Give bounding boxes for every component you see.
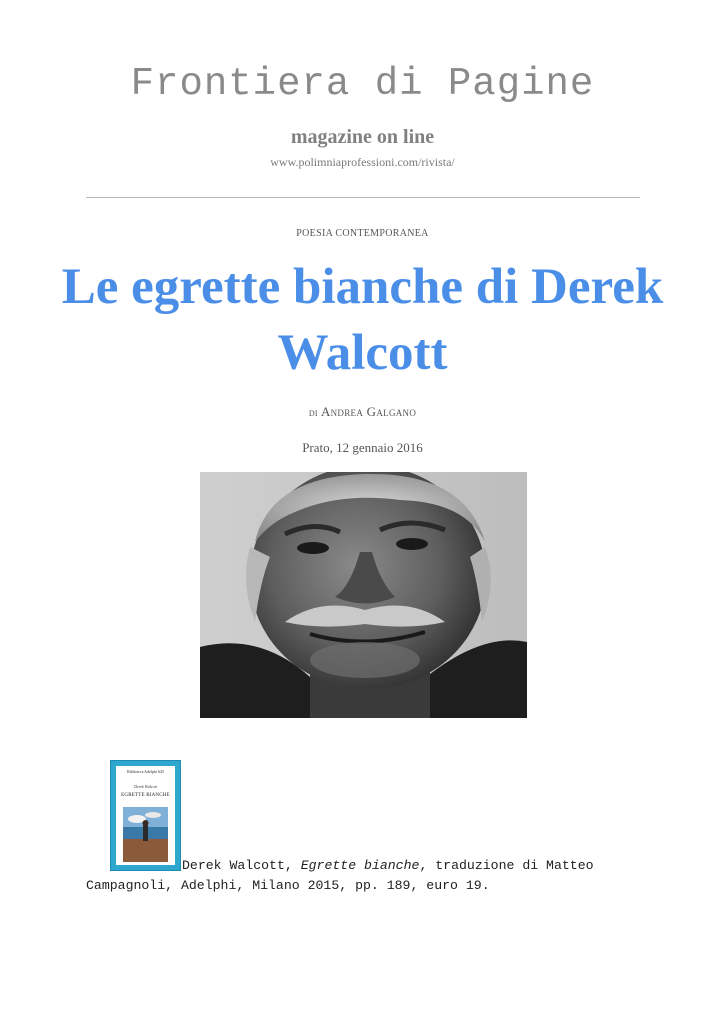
caption-author: Derek Walcott, xyxy=(182,858,293,873)
byline-author: Andrea Galgano xyxy=(320,404,417,419)
byline-prefix: di xyxy=(308,407,318,419)
caption-details: , traduzione di Matteo Campagnoli, Adelphi, Milano 2015, pp. 189, euro 19. xyxy=(86,858,594,893)
author-portrait-photo xyxy=(200,472,527,718)
header-divider xyxy=(86,197,640,198)
byline xyxy=(0,404,725,420)
article-title: Le egrette bianche di Derek Walcott xyxy=(61,259,664,381)
article-date: Prato, 12 gennaio 2016 xyxy=(302,440,423,455)
book-cover-title: EGRETTE BIANCHE xyxy=(121,793,170,798)
magazine-url[interactable]: www.polimniaprofessioni.com/rivista/ xyxy=(270,155,455,169)
portrait-photo-icon xyxy=(200,472,527,718)
book-cover-inner xyxy=(116,766,175,865)
book-caption xyxy=(86,856,646,896)
caption-book-title: Egrette bianche xyxy=(300,858,420,873)
book-cover xyxy=(110,760,181,871)
magazine-subtitle: magazine on line xyxy=(290,126,435,148)
section-label: POESIA CONTEMPORANEA xyxy=(296,228,429,239)
book-cover-series: Biblioteca Adelphi 645 xyxy=(126,769,165,774)
book-cover-image-icon xyxy=(123,807,168,862)
masthead: Frontiera di Pagine xyxy=(130,62,595,106)
book-cover-author: Derek Walcott xyxy=(134,784,157,789)
